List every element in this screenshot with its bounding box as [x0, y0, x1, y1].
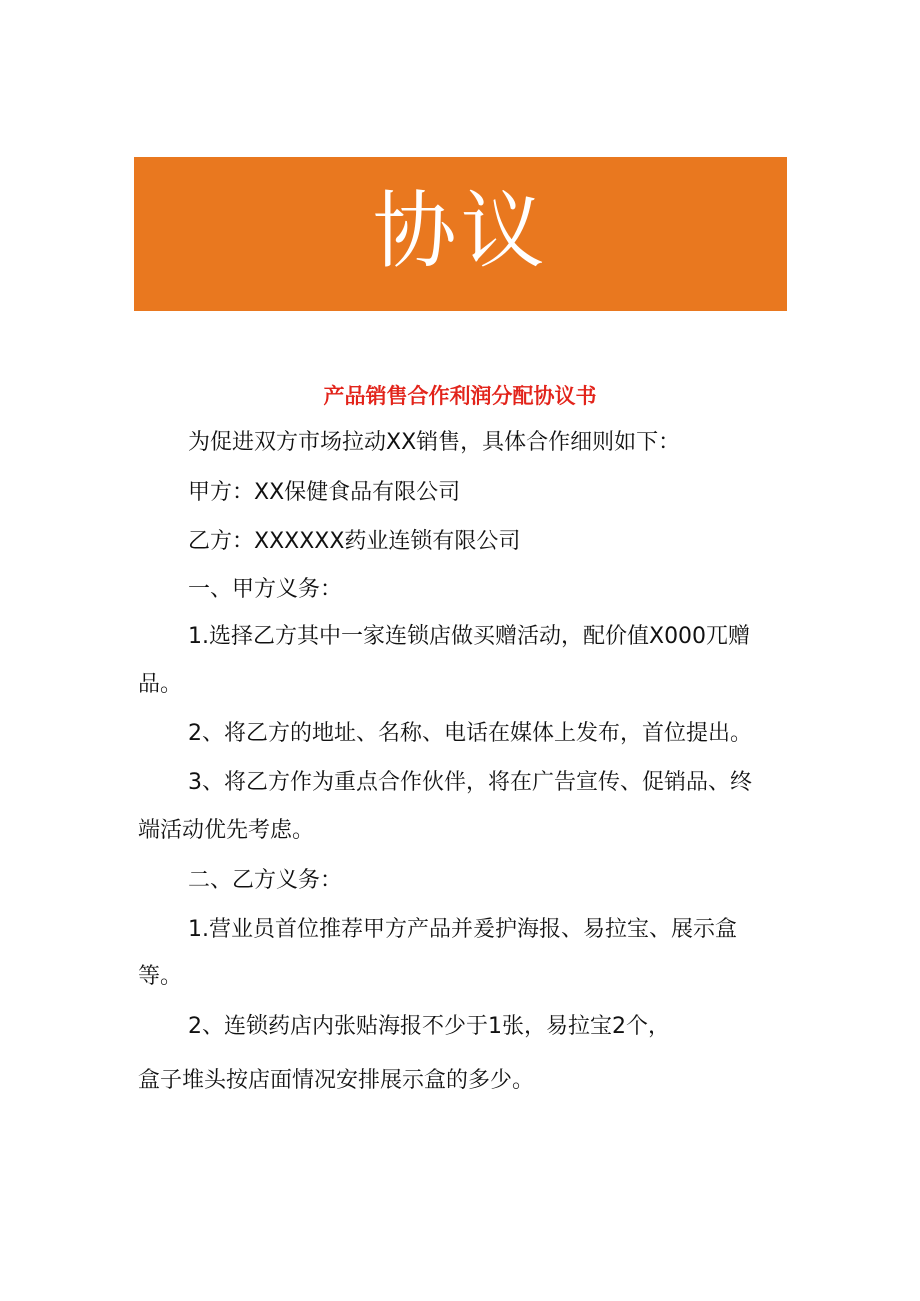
banner-title: 协议: [372, 182, 549, 280]
section-2-heading: 二、乙方义务：: [188, 868, 343, 893]
section-2-item-2: 2、连锁药店内张贴海报不少于1张，易拉宝2个，: [188, 1014, 670, 1039]
section-2-item-1-continued: 等。: [138, 964, 183, 989]
section-1-item-3-continued: 端活动优先考虑。: [138, 818, 315, 843]
section-1-item-2: 2、将乙方的地址、名称、电话在媒体上发布，首位提出。: [188, 721, 752, 746]
title-banner: [134, 157, 787, 311]
section-1-heading: 一、甲方义务：: [188, 577, 343, 602]
section-1-item-3: 3、将乙方作为重点合作伙伴，将在广告宣传、促销品、终: [188, 770, 752, 795]
intro-paragraph: 为促进双方市场拉动XX销售，具体合作细则如下：: [188, 430, 681, 455]
section-1-item-1-continued: 品。: [138, 672, 183, 697]
document-title: 产品销售合作利润分配协议书: [323, 384, 597, 408]
section-2-item-1: 1.营业员首位推荐甲方产品并爰护海报、易拉宝、展示盒: [188, 917, 737, 942]
party-b: 乙方：XXXXXX药业连锁有限公司: [188, 529, 521, 554]
section-1-item-1: 1.选择乙方其中一家连锁店做买赠活动，配价值X000兀赠: [188, 624, 751, 649]
party-a: 甲方：XX保健食品有限公司: [188, 480, 461, 505]
section-2-item-2-continued: 盒子堆头按店面情况安排展示盒的多少。: [138, 1068, 535, 1093]
